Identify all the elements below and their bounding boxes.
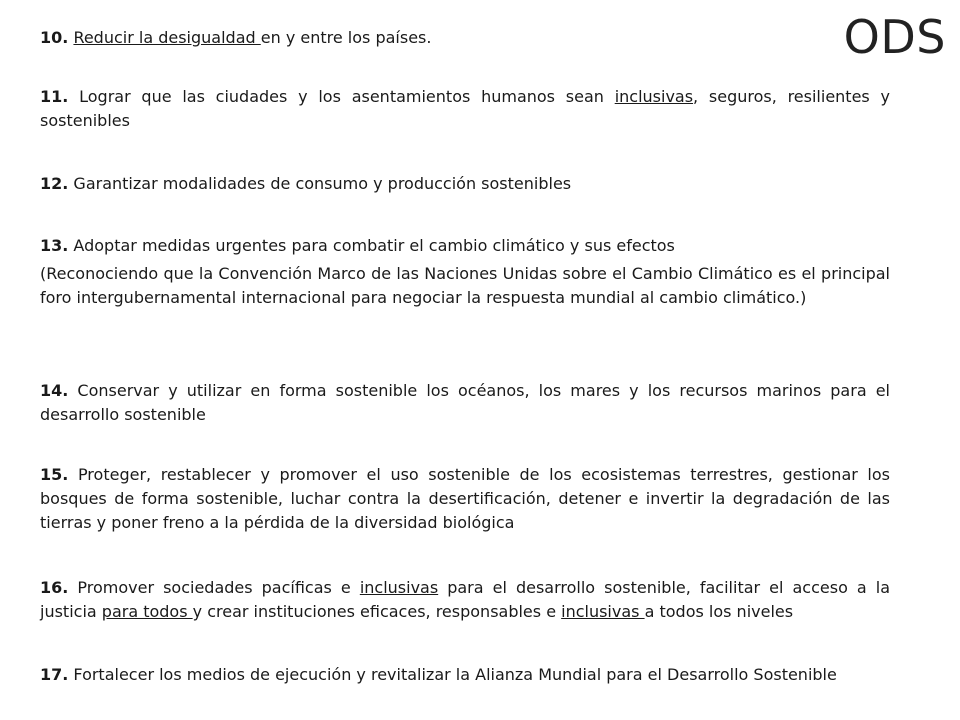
goal-13 (40, 234, 890, 258)
goal-number: 14. (40, 381, 69, 400)
goal-number: 15. (40, 465, 69, 484)
goal-17 (40, 663, 890, 687)
goal-text: Promover sociedades pacíficas e (68, 578, 360, 597)
goal-text: en y entre los países. (260, 28, 432, 47)
goal-underlined-text: para todos (101, 602, 193, 621)
goal-12 (40, 172, 890, 196)
goal-underlined-text: inclusivas (561, 602, 645, 621)
goal-15 (40, 463, 890, 535)
goal-13-note: (Reconociendo que la Convención Marco de las Naciones Unidas sobre el Cambio Climático es el principal foro intergubernamental internacional para negociar la respuesta mundial al cambio climático.) (40, 264, 890, 307)
goal-text: Conservar y utilizar en forma sostenible los océanos, los mares y los recursos marinos para el desarrollo sostenible (40, 381, 890, 424)
goal-10 (40, 26, 760, 50)
goal-16 (40, 576, 890, 624)
goal-number: 16. (40, 578, 69, 597)
goal-text: a todos los niveles (644, 602, 794, 621)
goal-number: 17. (40, 665, 69, 684)
goal-text: Proteger, restablecer y promover el uso sostenible de los ecosistemas terrestres, gestionar los bosques de forma sostenible, luchar contra la desertificación, detener e invertir la degradación de las tierras y poner freno a la pérdida de la diversidad biológica (40, 465, 890, 532)
goal-text: , seguros, resilientes y sostenibles (40, 87, 890, 130)
goal-number: 11. (40, 87, 69, 106)
goal-14 (40, 379, 890, 427)
goal-number: 10. (40, 28, 69, 47)
goal-text: Lograr que las ciudades y los asentamientos humanos sean (68, 87, 615, 106)
goal-underlined-text: inclusivas (614, 87, 694, 106)
goal-underlined-text: Reducir la desigualdad (73, 28, 261, 47)
goal-text: para el desarrollo sostenible, facilitar el acceso a la justicia (40, 578, 891, 621)
goal-text: y crear instituciones eficaces, responsables e (192, 602, 562, 621)
goal-number: 13. (40, 236, 69, 255)
goal-text: Fortalecer los medios de ejecución y revitalizar la Alianza Mundial para el Desarrollo Sostenible (68, 665, 837, 684)
goal-number: 12. (40, 174, 69, 193)
goal-underlined-text: inclusivas (359, 578, 439, 597)
slide-title: ODS (843, 10, 946, 64)
goal-11 (40, 85, 890, 133)
goal-text: Garantizar modalidades de consumo y producción sostenibles (68, 174, 572, 193)
goal-text: Adoptar medidas urgentes para combatir el cambio climático y sus efectos (68, 236, 675, 255)
